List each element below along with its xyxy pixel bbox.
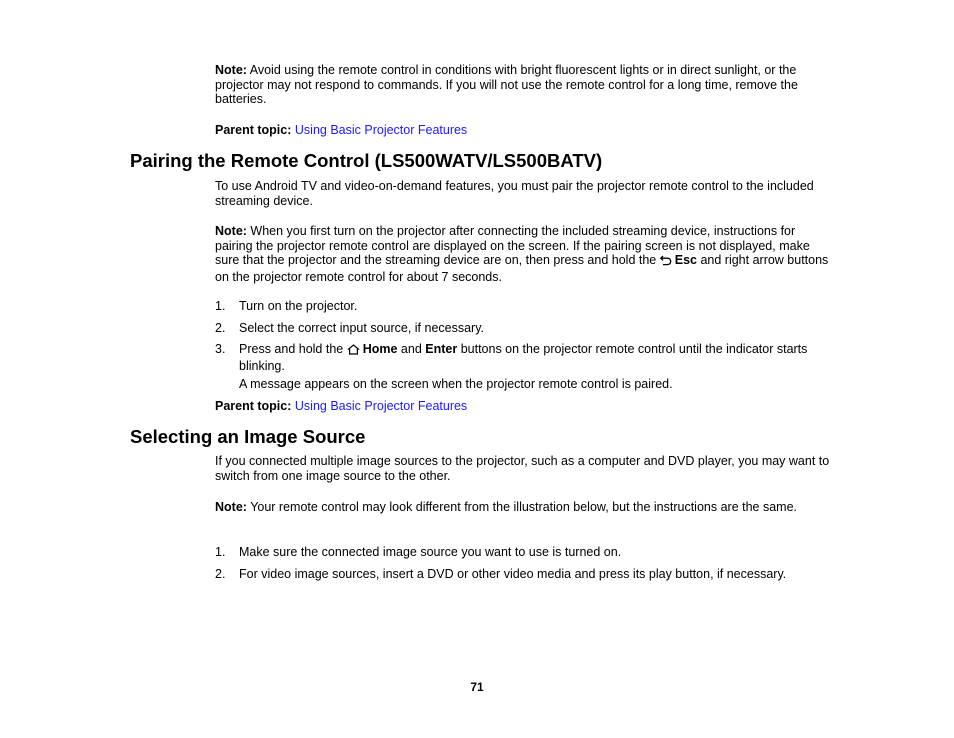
section-heading-image-source: Selecting an Image Source [130, 426, 366, 447]
parent-topic-link[interactable]: Using Basic Projector Features [294, 123, 468, 137]
note-text: Avoid using the remote control in conditions with bright fluorescent lights or in direct sunlight, or the projector may not respond to commands. If you will not use the remote control for a long time, remove the batteries. [215, 63, 798, 107]
parent-topic [215, 399, 835, 414]
step-result: A message appears on the screen when the projector remote control is paired. [239, 377, 673, 391]
step-text: Turn on the projector. [239, 299, 358, 313]
home-label: Home [362, 342, 398, 356]
step-text: For video image sources, insert a DVD or other video media and press its play button, if necessary. [239, 567, 787, 581]
parent-topic-label: Parent topic: [215, 123, 292, 137]
step-text [239, 342, 835, 373]
list-item [215, 299, 835, 314]
step-text-b: buttons on the projector remote control until the indicator starts blinking. [239, 342, 808, 373]
step-text: Make sure the connected image source you want to use is turned on. [239, 545, 622, 559]
home-icon [347, 344, 360, 359]
note-remote-conditions [215, 63, 835, 107]
list-item [215, 567, 835, 582]
parent-topic [215, 123, 835, 138]
note-label: Note: [215, 224, 247, 238]
enter-label: Enter [425, 342, 458, 356]
step-text-a: Press and hold the [239, 342, 347, 356]
back-arrow-icon [660, 255, 672, 270]
step-number: 1. [215, 545, 226, 559]
esc-label: Esc [674, 253, 697, 268]
pairing-note [215, 224, 835, 284]
list-item [215, 321, 835, 336]
pairing-intro: To use Android TV and video-on-demand features, you must pair the projector remote control to the included streaming device. [215, 179, 814, 208]
note-text: Your remote control may look different from the illustration below, but the instructions are the same. [246, 500, 798, 514]
parent-topic-label: Parent topic: [215, 399, 292, 413]
image-source-note [215, 500, 835, 515]
step-number: 1. [215, 299, 226, 313]
note-label: Note: [215, 500, 247, 514]
list-item [215, 342, 835, 373]
step-number: 2. [215, 567, 226, 581]
note-text-a: When you first turn on the projector after connecting the included streaming device, instructions for pairing the projector remote control are displayed on the screen. If the pairing screen is not displayed, make sure that the projector and the streaming device are on, then press and hold the [215, 224, 810, 268]
page-number: 71 [470, 680, 484, 694]
list-item [215, 545, 835, 560]
step-text: Select the correct input source, if necessary. [239, 321, 485, 335]
image-source-intro: If you connected multiple image sources to the projector, such as a computer and DVD player, you may want to switch from one image source to the other. [215, 454, 830, 483]
step-number: 3. [215, 342, 226, 356]
step-number: 2. [215, 321, 226, 335]
step-and: and [397, 342, 426, 356]
note-text-b: and right arrow buttons on the projector remote control for about 7 seconds. [215, 253, 829, 284]
parent-topic-link[interactable]: Using Basic Projector Features [294, 399, 468, 413]
section-heading-pairing: Pairing the Remote Control (LS500WATV/LS500BATV) [130, 150, 603, 171]
note-label: Note: [215, 63, 247, 77]
